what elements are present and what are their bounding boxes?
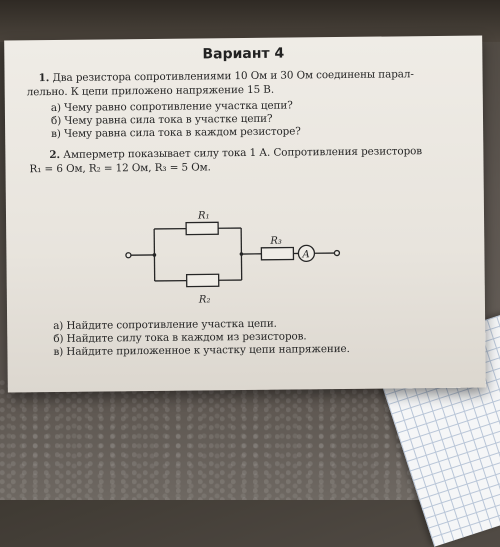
task1-question-c: в) Чему равна сила тока в каждом резисторе? bbox=[51, 125, 301, 140]
left-terminal bbox=[126, 253, 131, 258]
task2-number: 2. bbox=[49, 149, 60, 161]
r2-label: R₂ bbox=[198, 294, 211, 305]
task1-question-a: а) Чему равно сопротивление участка цепи? bbox=[51, 99, 293, 114]
right-terminal bbox=[334, 251, 339, 256]
task1-question-b: б) Чему равна сила тока в участке цепи? bbox=[51, 113, 273, 127]
resistor-r2 bbox=[187, 274, 219, 286]
task1-number: 1. bbox=[39, 72, 50, 84]
task2-question-a: а) Найдите сопротивление участка цепи. bbox=[53, 318, 277, 332]
task2-text-line2: R₁ = 6 Ом, R₂ = 12 Ом, R₃ = 5 Ом. bbox=[29, 161, 210, 175]
resistor-r1 bbox=[186, 222, 218, 234]
task1-text-line1: Два резистора сопротивлениями 10 Ом и 30 Ом соединены парал- bbox=[52, 68, 413, 84]
r3-label: R₃ bbox=[269, 236, 282, 247]
worksheet-page bbox=[4, 36, 486, 393]
task1-line1 bbox=[39, 68, 414, 84]
task2-question-b: б) Найдите силу тока в каждом из резисторов. bbox=[53, 330, 306, 345]
task2-line1 bbox=[49, 145, 422, 161]
variant-title: Вариант 4 bbox=[4, 44, 482, 65]
task2-question-c: в) Найдите приложенное к участку цепи напряжение. bbox=[53, 343, 349, 358]
junction-right bbox=[240, 252, 244, 256]
task1-text-line2: лельно. К цепи приложено напряжение 15 В. bbox=[27, 84, 274, 99]
circuit-diagram bbox=[106, 205, 367, 308]
task2-text-line1: Амперметр показывает силу тока 1 А. Сопротивления резисторов bbox=[63, 145, 422, 161]
junction-left bbox=[153, 253, 157, 257]
r1-label: R₁ bbox=[197, 210, 210, 221]
resistor-r3 bbox=[261, 247, 293, 259]
ammeter-label: A bbox=[301, 249, 309, 260]
